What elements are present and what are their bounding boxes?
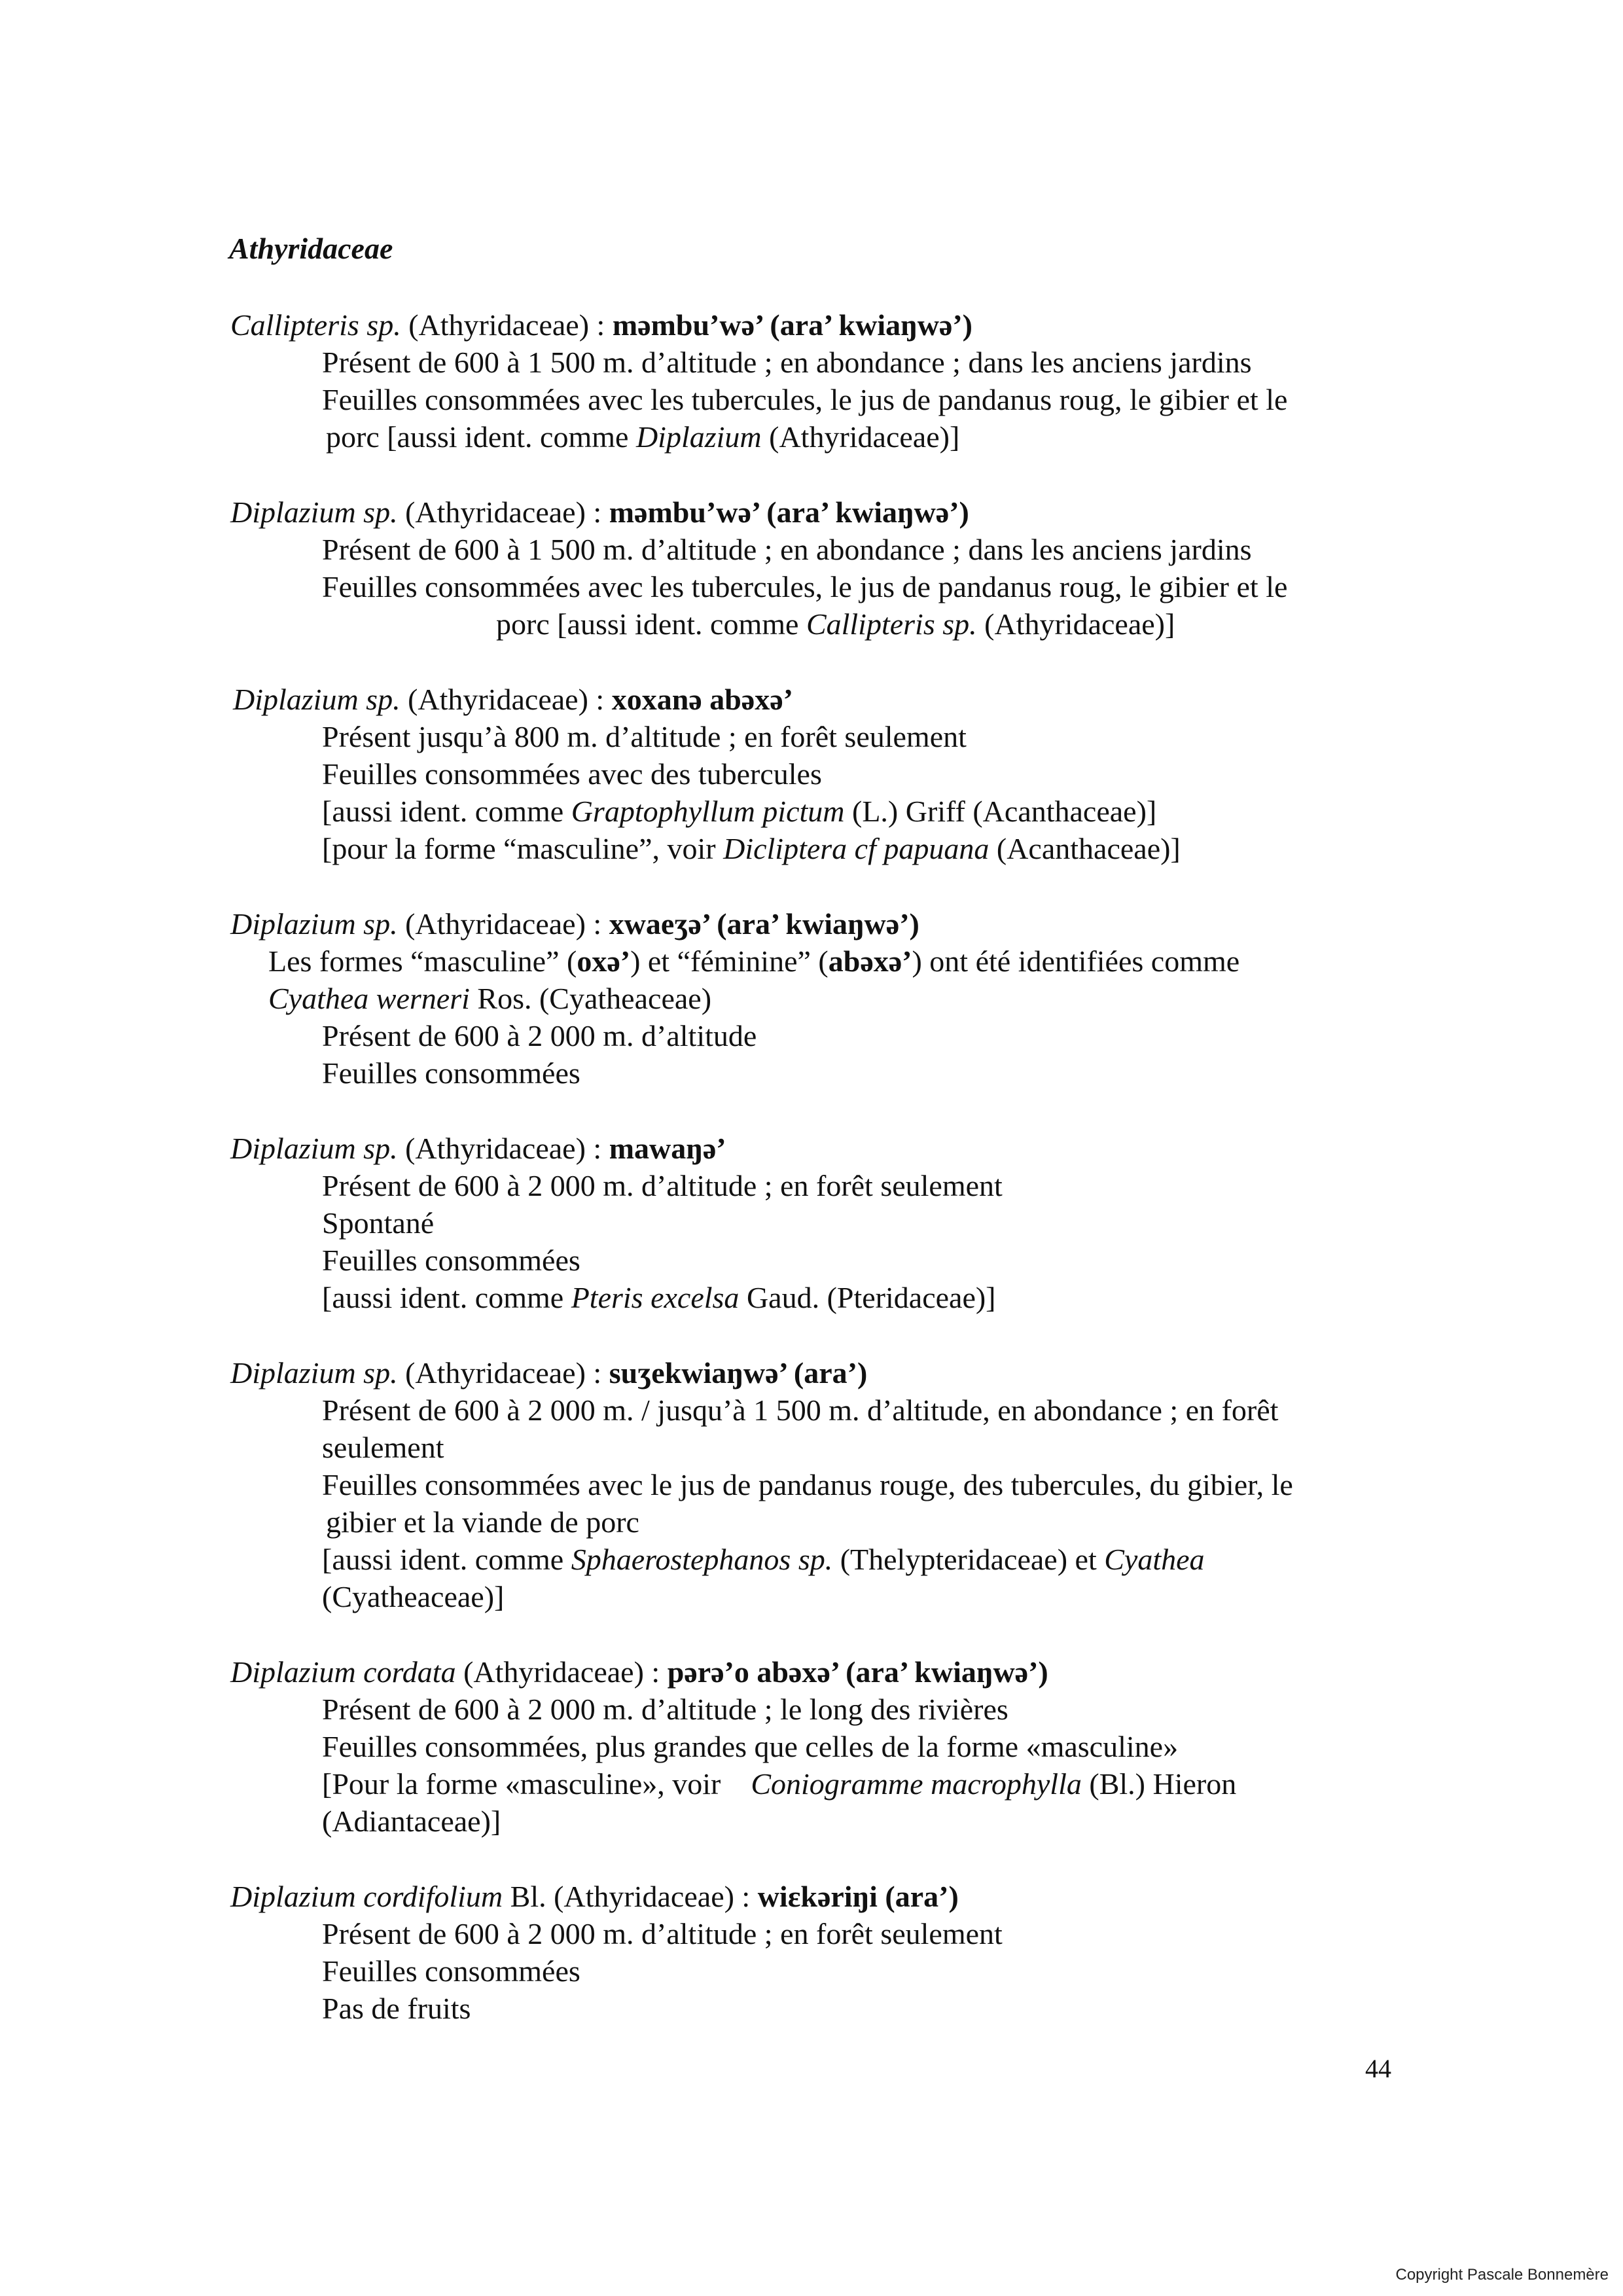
family-label: (Athyridaceae) : xyxy=(405,1132,609,1165)
scientific-name: Diplazium sp. xyxy=(230,495,398,529)
vernacular-name: məmbu’wə’ (ara’ kwiaŋwə’) xyxy=(612,308,972,342)
family-label: (Athyridaceae) : xyxy=(455,1655,668,1689)
vernacular-name: mawaŋə’ xyxy=(609,1132,726,1165)
entry-heading xyxy=(230,1878,959,1916)
entry-line: Présent de 600 à 2 000 m. d’altitude ; le long des rivières xyxy=(322,1693,1008,1726)
entry-line: Présent de 600 à 1 500 m. d’altitude ; en abondance ; dans les anciens jardins xyxy=(322,533,1252,566)
entry-line: Feuilles consommées avec les tubercules, le jus de pandanus roug, le gibier et le xyxy=(322,383,1288,416)
entry-forms-id: Cyathea werneri Ros. (Cyatheaceae) xyxy=(268,982,712,1015)
scientific-name: Diplazium sp. xyxy=(230,907,398,941)
scientific-name: Diplazium cordifolium xyxy=(230,1880,503,1913)
entry-line: Feuilles consommées xyxy=(322,1056,580,1090)
copyright-notice: Copyright Pascale Bonnemère xyxy=(1395,2266,1609,2284)
entry-line: Feuilles consommées, plus grandes que celles de la forme «masculine» xyxy=(322,1730,1179,1763)
entry-line: Feuilles consommées avec les tubercules, le jus de pandanus roug, le gibier et le xyxy=(322,570,1288,603)
scientific-name: Diplazium sp. xyxy=(230,1132,398,1165)
vernacular-name: wiεkəriŋi (ara’) xyxy=(757,1880,959,1913)
entry-line: Feuilles consommées avec des tubercules xyxy=(322,757,822,791)
scientific-name: Callipteris sp. xyxy=(230,308,401,342)
entry-note: [aussi ident. comme Sphaerostephanos sp. (Thelypteridaceae) et Cyathea xyxy=(322,1543,1205,1576)
entry-line: Pas de fruits xyxy=(322,1992,471,2025)
page-number: 44 xyxy=(1365,2054,1391,2083)
vernacular-name: xoxanə abəxə’ xyxy=(611,683,793,716)
entry-note: porc [aussi ident. comme Diplazium (Athyridaceae)] xyxy=(326,420,960,454)
entry-note-cont: (Adiantaceae)] xyxy=(322,1804,501,1838)
scientific-name: Diplazium sp. xyxy=(230,1356,398,1390)
entry-note: [pour la forme “masculine”, voir Dicliptera cf papuana (Acanthaceae)] xyxy=(322,832,1181,865)
entry-line: gibier et la viande de porc xyxy=(326,1505,639,1539)
family-label: (Athyridaceae) : xyxy=(405,907,609,941)
scientific-name: Diplazium sp. xyxy=(233,683,401,716)
entry-line: Feuilles consommées avec le jus de pandanus rouge, des tubercules, du gibier, le xyxy=(322,1468,1293,1501)
entry-note: [Pour la forme «masculine», voir Coniogramme macrophylla (Bl.) Hieron xyxy=(322,1767,1237,1801)
entry-heading xyxy=(230,1653,1048,1691)
family-label: (Athyridaceae) : xyxy=(408,308,613,342)
vernacular-name: məmbu’wə’ (ara’ kwiaŋwə’) xyxy=(609,495,969,529)
entry-line: Présent de 600 à 2 000 m. d’altitude xyxy=(322,1019,757,1052)
entry-forms: Les formes “masculine” (oxə’) et “féminine” (abəxə’) ont été identifiées comme xyxy=(268,944,1240,978)
entry-line: Présent de 600 à 1 500 m. d’altitude ; en abondance ; dans les anciens jardins xyxy=(322,346,1252,379)
entry-heading xyxy=(230,493,969,531)
entry-line: Présent de 600 à 2 000 m. / jusqu’à 1 500 m. d’altitude, en abondance ; en forêt xyxy=(322,1393,1279,1427)
family-label: (Athyridaceae) : xyxy=(405,495,609,529)
entry-line: Feuilles consommées xyxy=(322,1244,580,1277)
entry-heading xyxy=(230,1354,867,1392)
entry-note: [aussi ident. comme Graptophyllum pictum (L.) Griff (Acanthaceae)] xyxy=(322,795,1157,828)
scientific-name: Diplazium cordata xyxy=(230,1655,456,1689)
entry-line: Spontané xyxy=(322,1206,435,1240)
section-title: Athyridaceae xyxy=(229,232,393,265)
entry-line: seulement xyxy=(322,1431,444,1464)
entry-note: [aussi ident. comme Pteris excelsa Gaud. (Pteridaceae)] xyxy=(322,1281,996,1314)
entry-line: Présent de 600 à 2 000 m. d’altitude ; en forêt seulement xyxy=(322,1917,1003,1950)
family-label: (Athyridaceae) : xyxy=(405,1356,609,1390)
entry-note: porc [aussi ident. comme Callipteris sp. (Athyridaceae)] xyxy=(496,607,1175,641)
entry-heading xyxy=(230,905,919,943)
entry-line: Présent de 600 à 2 000 m. d’altitude ; en forêt seulement xyxy=(322,1169,1003,1202)
vernacular-name: suʒekwiaŋwə’ (ara’) xyxy=(609,1356,868,1390)
entry-heading xyxy=(230,1130,726,1168)
family-label: (Athyridaceae) : xyxy=(408,683,612,716)
entry-line: Feuilles consommées xyxy=(322,1954,580,1988)
entry-heading xyxy=(233,681,793,719)
entry-heading xyxy=(230,306,972,344)
vernacular-name: pərə’o abəxə’ (ara’ kwiaŋwə’) xyxy=(667,1655,1048,1689)
author-family-label: Bl. (Athyridaceae) : xyxy=(503,1880,758,1913)
vernacular-name: xwaeʒə’ (ara’ kwiaŋwə’) xyxy=(609,907,919,941)
entry-note-cont: (Cyatheaceae)] xyxy=(322,1580,505,1613)
entry-line: Présent jusqu’à 800 m. d’altitude ; en forêt seulement xyxy=(322,720,967,753)
